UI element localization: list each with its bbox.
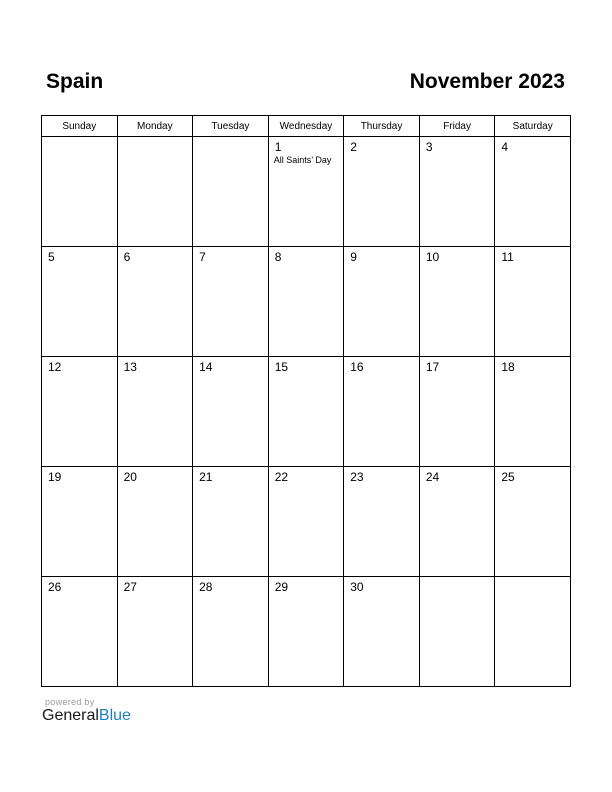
day-number: 3: [425, 140, 433, 154]
day-cell: [344, 467, 420, 577]
day-number: [420, 577, 495, 580]
day-number: [118, 137, 193, 140]
day-number: 14: [199, 360, 213, 374]
weekday-header-row: [42, 116, 571, 137]
day-number: 16: [350, 360, 364, 374]
day-cell: [344, 247, 420, 357]
day-number: 21: [199, 470, 213, 484]
weekday-header: Thursday: [344, 116, 420, 137]
day-cell: [268, 137, 344, 247]
day-number: 13: [123, 360, 137, 374]
day-cell: [268, 467, 344, 577]
day-number: 9: [350, 250, 357, 264]
day-cell: [419, 247, 495, 357]
weekday-header: Saturday: [495, 116, 571, 137]
day-cell: [42, 247, 118, 357]
day-number: 19: [48, 470, 62, 484]
day-number: 10: [425, 250, 440, 264]
brand-logo: [42, 707, 131, 725]
brand-blue-text: Blue: [98, 707, 131, 724]
day-cell: [419, 357, 495, 467]
day-cell: [42, 577, 118, 687]
day-cell: [419, 467, 495, 577]
day-number: 17: [425, 360, 440, 374]
day-number: 27: [123, 580, 137, 594]
day-number: 22: [274, 470, 289, 484]
day-number: 24: [425, 470, 440, 484]
day-number: 1: [274, 140, 282, 154]
day-number: 23: [350, 470, 364, 484]
day-cell: [419, 137, 495, 247]
day-cell: [117, 247, 193, 357]
day-number: 26: [48, 580, 62, 594]
week-row: [42, 577, 571, 687]
brand-general-text: General: [42, 707, 99, 724]
week-row: [42, 247, 571, 357]
day-number: [193, 137, 268, 140]
day-cell: [42, 357, 118, 467]
day-number: 6: [123, 250, 131, 264]
day-cell: [193, 577, 269, 687]
day-number: 30: [350, 580, 364, 594]
day-cell: [344, 137, 420, 247]
day-cell: [268, 247, 344, 357]
holiday-label: All Saints’ Day: [273, 155, 332, 165]
day-cell: [117, 577, 193, 687]
day-cell: [495, 467, 571, 577]
day-number: [495, 577, 570, 580]
day-cell: [193, 357, 269, 467]
day-number: 29: [274, 580, 289, 594]
weekday-header: Sunday: [42, 116, 118, 137]
day-cell: [193, 247, 269, 357]
weekday-header: Wednesday: [268, 116, 344, 137]
day-cell: [419, 577, 495, 687]
day-number: [42, 137, 117, 140]
day-number: 25: [501, 470, 515, 484]
weekday-header: Monday: [117, 116, 193, 137]
day-number: 7: [199, 250, 206, 264]
day-cell: [117, 467, 193, 577]
calendar-grid: [41, 115, 571, 687]
week-row: [42, 137, 571, 247]
day-number: 15: [274, 360, 289, 374]
weekday-header: Friday: [419, 116, 495, 137]
day-cell: [344, 357, 420, 467]
month-year-title: November 2023: [409, 70, 565, 93]
day-cell: [495, 357, 571, 467]
day-number: 28: [199, 580, 213, 594]
day-cell: [117, 357, 193, 467]
day-cell: [495, 247, 571, 357]
powered-by-text: powered by: [45, 697, 95, 707]
day-cell: [193, 467, 269, 577]
day-number: 5: [48, 250, 55, 264]
day-cell: [495, 577, 571, 687]
footer-branding: [42, 697, 131, 725]
day-number: 4: [501, 140, 509, 154]
week-row: [42, 467, 571, 577]
day-number: 20: [123, 470, 137, 484]
country-title: Spain: [46, 70, 104, 93]
day-cell: [193, 137, 269, 247]
day-cell: [42, 467, 118, 577]
day-cell: [344, 577, 420, 687]
day-cell: [268, 357, 344, 467]
day-cell: [495, 137, 571, 247]
day-cell: [117, 137, 193, 247]
day-number: 2: [350, 140, 357, 154]
day-number: 11: [501, 250, 514, 264]
day-cell: [268, 577, 344, 687]
week-row: [42, 357, 571, 467]
day-number: 12: [48, 360, 62, 374]
day-number: 18: [501, 360, 515, 374]
day-cell: [42, 137, 118, 247]
weekday-header: Tuesday: [193, 116, 269, 137]
day-number: 8: [274, 250, 282, 264]
